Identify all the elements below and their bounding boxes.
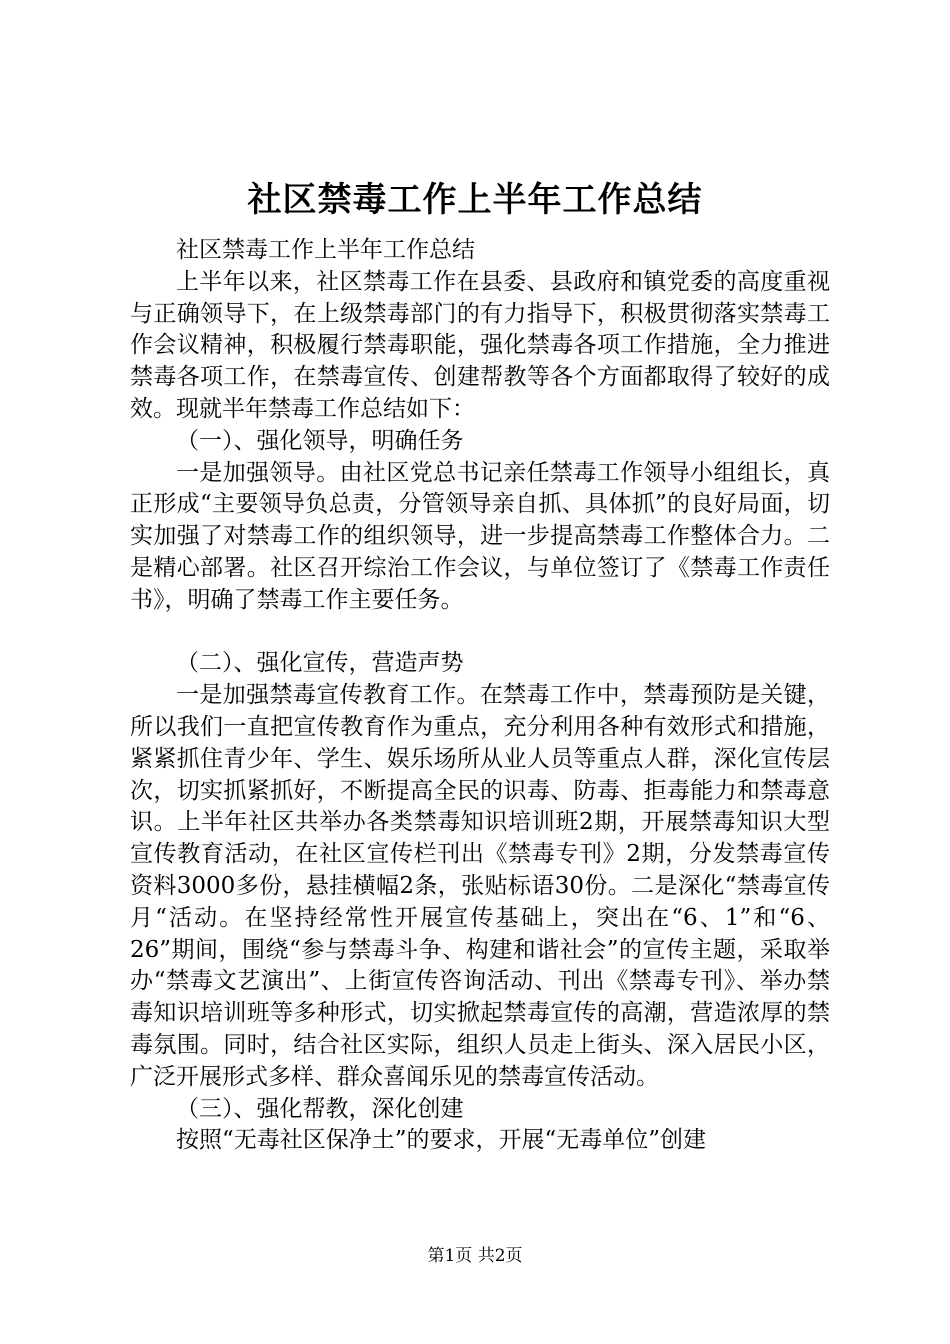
paragraph-subtitle: 社区禁毒工作上半年工作总结: [176, 237, 475, 263]
page-footer: 第1页 共2页: [427, 1246, 523, 1266]
document-title: 社区禁毒工作上半年工作总结: [247, 180, 703, 220]
section-heading-1: （一）、强化领导，明确任务: [176, 427, 464, 454]
paragraph-intro: 上半年以来，社区禁毒工作在县委、县政府和镇党委的高度重视与正确领导下，在上级禁毒部门的有力指导下，积极贯彻落实禁毒工作会议精神，积极履行禁毒职能，强化禁毒各项工作措施，全力推进禁毒各项工作，在禁毒宣传、创建帮教等各个方面都取得了较好的成效。现就半年禁毒工作总结如下：: [130, 268, 830, 422]
section-heading-3: （三）、强化帮教，深化创建: [176, 1095, 464, 1122]
paragraph-assistance: 按照“无毒社区保净土”的要求，开展“无毒单位”创建: [176, 1127, 707, 1154]
paragraph-spacer: [130, 617, 830, 649]
paragraph-leadership: 一是加强领导。由社区党总书记亲任禁毒工作领导小组组长，真正形成“主要领导负总责，分管领导亲自抓、具体抓”的良好局面，切实加强了对禁毒工作的组织领导，进一步提高禁毒工作整体合力。二是精心部署。社区召开综治工作会议，与单位签订了《禁毒工作责任书》，明确了禁毒工作主要任务。: [130, 459, 830, 613]
paragraph-publicity: 一是加强禁毒宣传教育工作。在禁毒工作中，禁毒预防是关键，所以我们一直把宣传教育作为重点，充分利用各种有效形式和措施，紧紧抓住青少年、学生、娱乐场所从业人员等重点人群，深化宣传层次，切实抓紧抓好，不断提高全民的识毒、防毒、拒毒能力和禁毒意识。上半年社区共举办各类禁毒知识培训班2期，开展禁毒知识大型宣传教育活动，在社区宣传栏刊出《禁毒专刊》2期，分发禁毒宣传资料3000多份，悬挂横幅2条，张贴标语30份。二是深化“禁毒宣传月“活动。在坚持经常性开展宣传基础上，突出在“6、1”和“6、26”期间，围绕“参与禁毒斗争、构建和谐社会”的宣传主题，采取举办“禁毒文艺演出”、上街宣传咨询活动、刊出《禁毒专刊》、举办禁毒知识培训班等多种形式，切实掀起禁毒宣传的高潮，营造浓厚的禁毒氛围。同时，结合社区实际，组织人员走上街头、深入居民小区，广泛开展形式多样、群众喜闻乐见的禁毒宣传活动。: [130, 682, 830, 1090]
section-heading-2: （二）、强化宣传，营造声势: [176, 650, 464, 677]
document-body: [130, 235, 830, 1157]
